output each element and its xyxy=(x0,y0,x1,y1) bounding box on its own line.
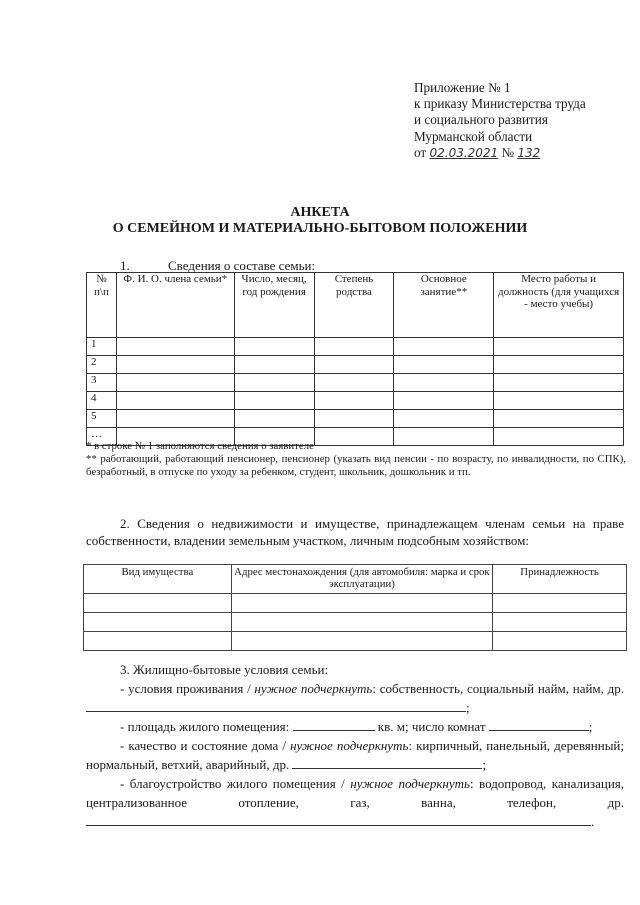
order-number: 132 xyxy=(517,145,541,160)
page-subtitle: О СЕМЕЙНОМ И МАТЕРИАЛЬНО-БЫТОВОМ ПОЛОЖЕНИИ xyxy=(112,221,528,236)
item-4-prefix: - благоустройство жилого помещения / xyxy=(120,776,345,791)
section-3 xyxy=(86,660,624,831)
workplace-cell[interactable] xyxy=(494,356,624,374)
table-row xyxy=(87,410,624,428)
appendix-date-line xyxy=(414,145,629,161)
house-condition-item: - качество и состояние дома / нужное подчеркнуть: кирпичный, панельный, деревянный; нормальный, ветхий, аварийный, др. ; xyxy=(86,738,624,772)
item-1-prefix: - условия проживания / xyxy=(120,681,251,696)
name-cell[interactable] xyxy=(116,392,234,410)
occupation-cell[interactable] xyxy=(394,392,494,410)
row-number: … xyxy=(87,428,117,446)
occupation-cell[interactable] xyxy=(394,374,494,392)
row-number: 3 xyxy=(87,374,117,392)
col-header-property-type: Вид имущества xyxy=(84,565,232,594)
name-cell[interactable] xyxy=(116,374,234,392)
house-condition-field[interactable] xyxy=(292,756,482,769)
table-row xyxy=(87,392,624,410)
ownership-cell[interactable] xyxy=(493,594,627,613)
item-3-text: : кирпичный, панельный, деревянный; нормальный, ветхий, аварийный, др. xyxy=(86,738,624,772)
amenities-item: - благоустройство жилого помещения / нужное подчеркнуть: водопровод, канализация, централизованное отопление, газ, ванна, телефон, др. . xyxy=(86,776,625,829)
col-header-relation: Степень родства xyxy=(314,273,394,338)
address-cell[interactable] xyxy=(231,632,492,651)
birthdate-cell[interactable] xyxy=(234,338,314,356)
number-prefix: № xyxy=(501,144,515,160)
footnote-1: * в строке № 1 заполняются сведения о заявителе xyxy=(86,440,314,452)
appendix-line-2: к приказу Министерства труда xyxy=(414,96,586,112)
row-number: 2 xyxy=(87,356,117,374)
table-header xyxy=(84,565,627,594)
row-number: 4 xyxy=(87,392,117,410)
address-cell[interactable] xyxy=(231,613,492,632)
occupation-cell[interactable] xyxy=(394,356,494,374)
relation-cell[interactable] xyxy=(314,374,394,392)
living-conditions-item: - условия проживания / нужное подчеркнуть: собственность, социальный найм, найм, др. ; xyxy=(86,679,624,717)
item-4-italic: нужное подчеркнуть xyxy=(350,776,470,791)
table-row xyxy=(84,594,627,613)
row-number: 5 xyxy=(87,410,117,428)
section-2-text: 2. Сведения о недвижимости и имуществе, принадлежащем членам семьи на праве собственности, владении земельным участком, личным подсобным хозяйством: xyxy=(86,516,624,548)
occupation-cell[interactable] xyxy=(394,338,494,356)
col-header-address: Адрес местонахождения (для автомобиля: марка и срок эксплуатации) xyxy=(231,565,492,594)
appendix-line-4: Мурманской области xyxy=(414,128,533,144)
birthdate-cell[interactable] xyxy=(234,356,314,374)
relation-cell[interactable] xyxy=(314,356,394,374)
birthdate-cell[interactable] xyxy=(234,374,314,392)
col-header-name: Ф. И. О. члена семьи* xyxy=(116,273,234,338)
item-1-text: : собственность, социальный найм, найм, др. xyxy=(372,681,624,696)
living-area-item: - площадь жилого помещения: кв. м; число комнат ; xyxy=(120,719,593,734)
section-3-heading: 3. Жилищно-бытовые условия семьи: xyxy=(120,662,329,677)
appendix-block xyxy=(414,80,629,161)
item-2-mid: кв. м; число комнат xyxy=(377,719,486,734)
property-type-cell[interactable] xyxy=(84,632,232,651)
item-3-italic: нужное подчеркнуть xyxy=(290,738,409,753)
relation-cell[interactable] xyxy=(314,338,394,356)
table-row xyxy=(84,632,627,651)
table-row xyxy=(87,374,624,392)
workplace-cell[interactable] xyxy=(494,392,624,410)
section-1-title: Сведения о составе семьи: xyxy=(168,258,316,273)
family-table xyxy=(86,272,624,446)
item-4-text: : водопровод, канализация, централизованное отопление, газ, ванна, телефон, др. xyxy=(86,776,625,810)
col-header-occupation: Основное занятие** xyxy=(394,273,494,338)
section-1-number: 1. xyxy=(120,258,130,273)
table-row xyxy=(87,338,624,356)
item-3-prefix: - качество и состояние дома / xyxy=(120,738,286,753)
living-conditions-field[interactable] xyxy=(86,699,466,712)
footnote-2: ** работающий, работающий пенсионер, пенсионер (указать вид пенсии - по возрасту, по инвалидности, по СПК), безработный, в отпуске по уходу за ребенком, студент, школьник, дошкольник и тп. xyxy=(86,453,626,478)
rooms-count-field[interactable] xyxy=(489,718,589,731)
col-header-ownership: Принадлежность xyxy=(493,565,627,594)
birthdate-cell[interactable] xyxy=(234,410,314,428)
name-cell[interactable] xyxy=(116,356,234,374)
workplace-cell[interactable] xyxy=(494,410,624,428)
appendix-line-1: Приложение № 1 xyxy=(414,80,511,95)
ownership-cell[interactable] xyxy=(493,613,627,632)
item-1-italic: нужное подчеркнуть xyxy=(254,681,373,696)
table-header xyxy=(87,273,624,338)
table-row xyxy=(84,613,627,632)
workplace-cell[interactable] xyxy=(494,374,624,392)
page-title: АНКЕТА xyxy=(290,205,350,220)
table-row xyxy=(87,356,624,374)
item-2-text: - площадь жилого помещения: xyxy=(120,719,290,734)
workplace-cell[interactable] xyxy=(494,338,624,356)
footnotes xyxy=(86,440,626,479)
occupation-cell[interactable] xyxy=(394,410,494,428)
living-area-field[interactable] xyxy=(293,718,375,731)
property-type-cell[interactable] xyxy=(84,594,232,613)
col-header-workplace: Место работы и должность (для учащихся - место учебы) xyxy=(494,273,624,338)
amenities-field[interactable] xyxy=(86,813,591,826)
ownership-cell[interactable] xyxy=(493,632,627,651)
property-table xyxy=(83,564,627,651)
row-number: 1 xyxy=(87,338,117,356)
property-type-cell[interactable] xyxy=(84,613,232,632)
name-cell[interactable] xyxy=(116,410,234,428)
col-header-number: № п\п xyxy=(87,273,117,338)
col-header-birthdate: Число, месяц, год рождения xyxy=(234,273,314,338)
order-date: 02.03.2021 xyxy=(429,145,499,160)
birthdate-cell[interactable] xyxy=(234,392,314,410)
relation-cell[interactable] xyxy=(314,410,394,428)
name-cell[interactable] xyxy=(116,338,234,356)
date-prefix: от xyxy=(414,144,427,160)
relation-cell[interactable] xyxy=(314,392,394,410)
address-cell[interactable] xyxy=(231,594,492,613)
appendix-line-3: и социального развития xyxy=(414,112,548,128)
